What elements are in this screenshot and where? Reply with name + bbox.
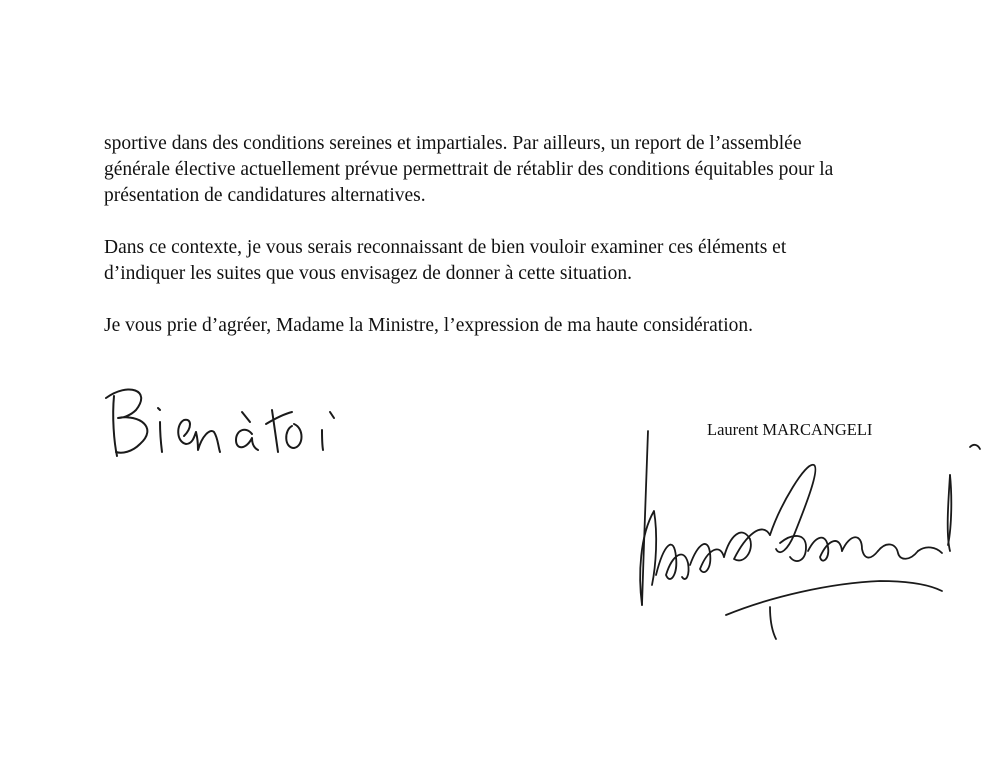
handwritten-signature [630,425,990,655]
paragraph-line: Je vous prie d’agréer, Madame la Ministre, l’expression de ma haute considération. [104,315,754,336]
paragraph-1 [104,131,964,209]
letter-body [104,131,964,365]
paragraph-line: générale élective actuellement prévue permettrait de rétablir des conditions équitables pour la [104,159,834,180]
handwritten-note-drawing [100,372,370,472]
signatory-name: Laurent MARCANGELI [707,420,873,439]
paragraph-line: sportive dans des conditions sereines et impartiales. Par ailleurs, un report de l’assemblée [104,133,802,154]
signature-drawing [630,425,990,655]
paragraph-line: présentation de candidatures alternatives. [104,185,426,206]
paragraph-line: Dans ce contexte, je vous serais reconnaissant de bien vouloir examiner ces éléments et [104,237,787,258]
paragraph-line: d’indiquer les suites que vous envisagez de donner à cette situation. [104,263,632,284]
closing-formula [104,313,964,339]
paragraph-2 [104,235,964,287]
handwritten-note [100,372,370,472]
